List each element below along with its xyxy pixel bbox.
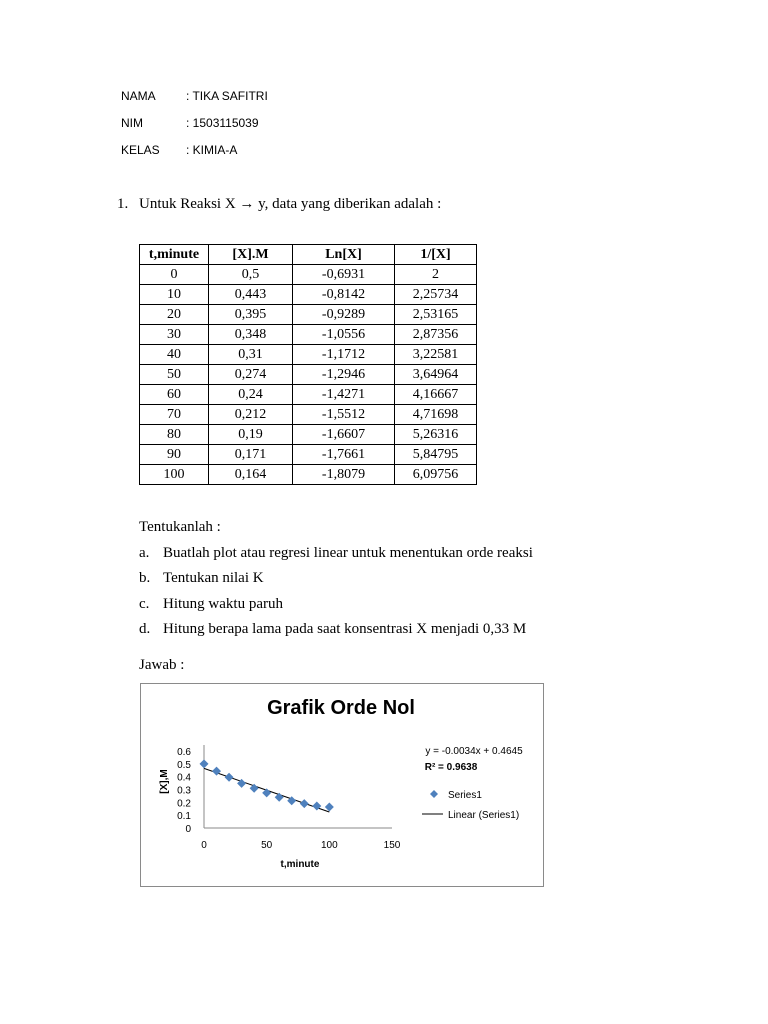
- cell-time: 30: [140, 325, 209, 345]
- table-row: [140, 325, 477, 345]
- header-ln: Ln[X]: [293, 245, 395, 265]
- cell-time: 100: [140, 465, 209, 485]
- y-tick-label: 0.4: [177, 772, 191, 784]
- cell-inverse: 3,22581: [395, 345, 477, 365]
- data-point: [300, 799, 309, 808]
- task-label: b.: [139, 570, 151, 586]
- x-tick-label: 0: [201, 840, 207, 851]
- answer-label: Jawab :: [139, 657, 185, 673]
- cell-time: 40: [140, 345, 209, 365]
- table-row: [140, 265, 477, 285]
- cell-concentration: 0,348: [209, 325, 293, 345]
- cell-ln: -1,6607: [293, 425, 395, 445]
- cell-time: 20: [140, 305, 209, 325]
- cell-inverse: 4,71698: [395, 405, 477, 425]
- cell-ln: -0,6931: [293, 265, 395, 285]
- table-row: [140, 365, 477, 385]
- chart-title: Grafik Orde Nol: [267, 697, 415, 719]
- y-tick-label: 0.5: [177, 759, 191, 771]
- data-point: [262, 788, 271, 797]
- cell-concentration: 0,164: [209, 465, 293, 485]
- cell-time: 80: [140, 425, 209, 445]
- header-inverse: 1/[X]: [395, 245, 477, 265]
- question-1: [117, 196, 441, 213]
- cell-inverse: 2: [395, 265, 477, 285]
- cell-ln: -1,5512: [293, 405, 395, 425]
- cell-ln: -0,8142: [293, 285, 395, 305]
- cell-concentration: 0,5: [209, 265, 293, 285]
- table-row: [140, 405, 477, 425]
- y-tick-label: 0.2: [177, 798, 191, 810]
- table-row: [140, 425, 477, 445]
- data-point: [275, 793, 284, 802]
- table-row: [140, 285, 477, 305]
- cell-concentration: 0,212: [209, 405, 293, 425]
- cell-concentration: 0,24: [209, 385, 293, 405]
- student-name-key: NAMA: [121, 89, 156, 103]
- task-label: a.: [139, 545, 150, 561]
- x-tick-label: 150: [383, 840, 401, 851]
- cell-inverse: 2,87356: [395, 325, 477, 345]
- y-axis-label: [X],M: [159, 769, 170, 794]
- legend-trendline-label: Linear (Series1): [448, 810, 520, 821]
- cell-inverse: 6,09756: [395, 465, 477, 485]
- y-tick-label: 0.1: [177, 811, 191, 823]
- table-row: [140, 305, 477, 325]
- cell-concentration: 0,274: [209, 365, 293, 385]
- cell-concentration: 0,443: [209, 285, 293, 305]
- cell-ln: -1,0556: [293, 325, 395, 345]
- cell-ln: -0,9289: [293, 305, 395, 325]
- cell-inverse: 3,64964: [395, 365, 477, 385]
- question-text: Untuk Reaksi X → y, data yang diberikan adalah :: [139, 196, 442, 212]
- cell-ln: -1,1712: [293, 345, 395, 365]
- trend-equation: y = -0.0034x + 0.4645: [425, 746, 523, 757]
- cell-concentration: 0,19: [209, 425, 293, 445]
- table-row: [140, 465, 477, 485]
- cell-time: 0: [140, 265, 209, 285]
- student-name-value: : TIKA SAFITRI: [186, 89, 268, 103]
- chart-container: [140, 683, 544, 887]
- task-label: d.: [139, 621, 151, 637]
- cell-inverse: 4,16667: [395, 385, 477, 405]
- x-axis-label: t,minute: [280, 859, 320, 870]
- cell-ln: -1,4271: [293, 385, 395, 405]
- tasks-heading: Tentukanlah :: [139, 519, 221, 535]
- table-row: [140, 445, 477, 465]
- student-class-key: KELAS: [121, 143, 160, 157]
- y-tick-label: 0: [185, 824, 191, 835]
- task-item-b: [139, 570, 264, 587]
- x-tick-label: 100: [320, 840, 338, 851]
- legend-series-label: Series1: [448, 790, 482, 801]
- cell-concentration: 0,31: [209, 345, 293, 365]
- student-nim-value: : 1503115039: [186, 116, 259, 130]
- data-point: [200, 759, 209, 768]
- x-tick-label: 50: [261, 840, 273, 851]
- student-name-row: [121, 89, 268, 103]
- cell-time: 50: [140, 365, 209, 385]
- student-class-row: [121, 143, 237, 157]
- cell-time: 90: [140, 445, 209, 465]
- y-tick-label: 0.6: [177, 747, 191, 758]
- legend-series-marker: [430, 790, 438, 798]
- data-table: [139, 244, 477, 485]
- cell-ln: -1,2946: [293, 365, 395, 385]
- cell-inverse: 2,25734: [395, 285, 477, 305]
- cell-inverse: 5,84795: [395, 445, 477, 465]
- cell-inverse: 5,26316: [395, 425, 477, 445]
- cell-concentration: 0,395: [209, 305, 293, 325]
- student-nim-key: NIM: [121, 116, 143, 130]
- table-row: [140, 385, 477, 405]
- task-item-d: [139, 621, 526, 638]
- cell-ln: -1,7661: [293, 445, 395, 465]
- cell-ln: -1,8079: [293, 465, 395, 485]
- header-time: t,minute: [140, 245, 209, 265]
- cell-concentration: 0,171: [209, 445, 293, 465]
- cell-inverse: 2,53165: [395, 305, 477, 325]
- table-header-row: [140, 245, 477, 265]
- task-label: c.: [139, 596, 150, 612]
- student-nim-row: [121, 116, 259, 130]
- r-squared: R² = 0.9638: [424, 762, 478, 773]
- task-item-c: [139, 596, 283, 613]
- cell-time: 10: [140, 285, 209, 305]
- data-point: [325, 802, 334, 811]
- task-text: Hitung waktu paruh: [163, 596, 283, 612]
- task-text: Buatlah plot atau regresi linear untuk menentukan orde reaksi: [163, 545, 533, 561]
- student-class-value: : KIMIA-A: [186, 143, 238, 157]
- cell-time: 70: [140, 405, 209, 425]
- question-number: 1.: [117, 196, 129, 212]
- header-concentration: [X].M: [209, 245, 293, 265]
- table-row: [140, 345, 477, 365]
- data-point: [225, 773, 234, 782]
- task-item-a: [139, 545, 533, 562]
- cell-time: 60: [140, 385, 209, 405]
- y-tick-label: 0.3: [177, 785, 191, 797]
- chart-svg: [141, 684, 543, 886]
- task-text: Tentukan nilai K: [163, 570, 264, 586]
- task-text: Hitung berapa lama pada saat konsentrasi X menjadi 0,33 M: [163, 621, 527, 637]
